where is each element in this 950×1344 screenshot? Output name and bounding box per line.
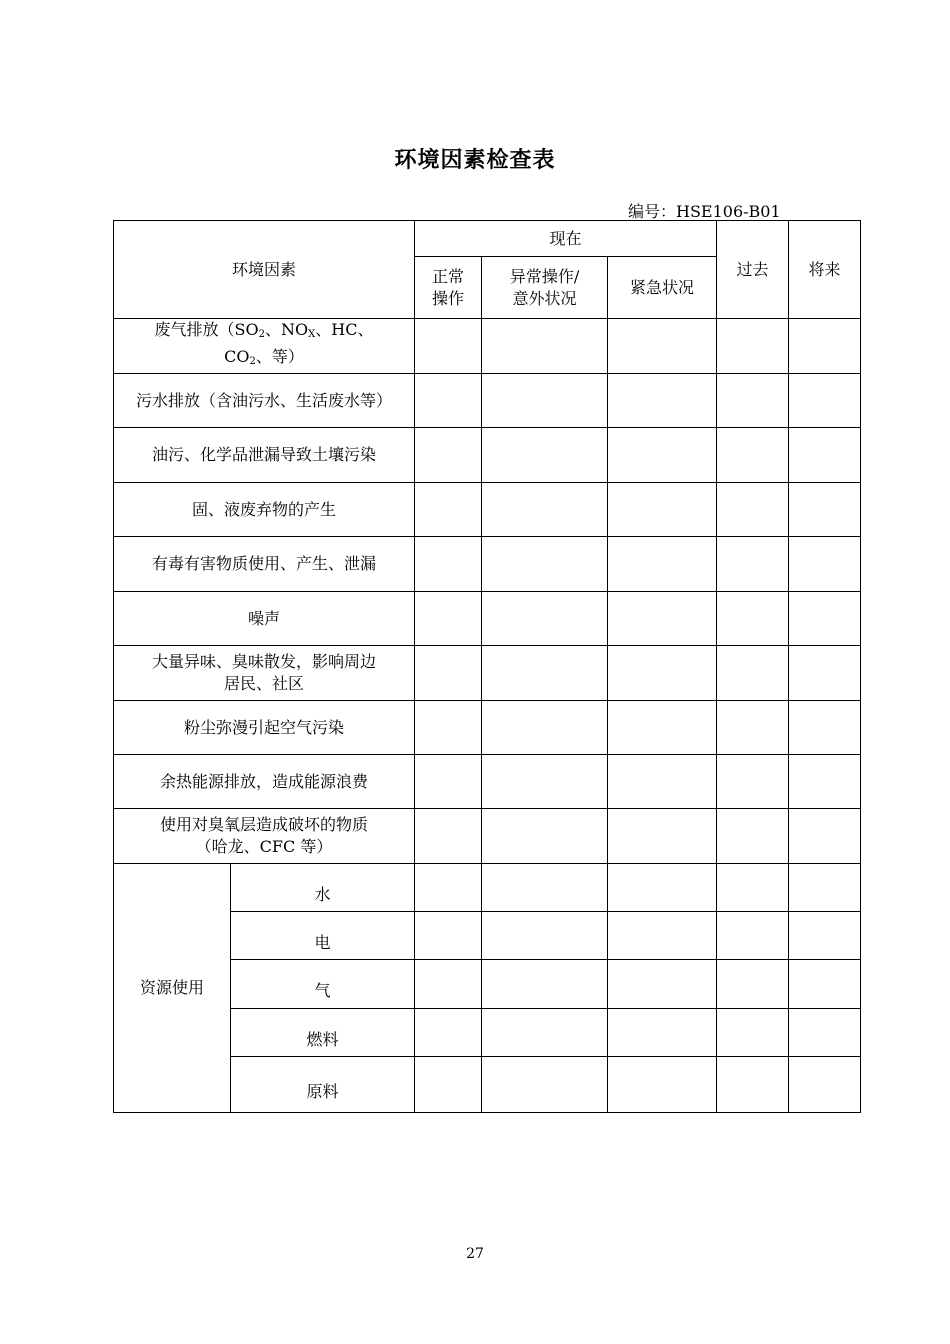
table-row (114, 537, 861, 592)
check-cell[interactable] (608, 592, 717, 646)
header-normal-line1: 正常 (432, 266, 465, 286)
resource-raw-material: 原料 (231, 1057, 415, 1113)
check-cell[interactable] (789, 374, 861, 428)
check-cell[interactable] (717, 701, 789, 755)
check-cell[interactable] (717, 912, 789, 960)
check-cell[interactable] (482, 1009, 608, 1057)
check-cell[interactable] (608, 483, 717, 537)
table-row (114, 592, 861, 646)
factor-noise: 噪声 (114, 592, 415, 646)
check-cell[interactable] (717, 537, 789, 592)
check-cell[interactable] (608, 864, 717, 912)
check-cell[interactable] (482, 912, 608, 960)
table-row (114, 428, 861, 483)
check-cell[interactable] (415, 592, 482, 646)
check-cell[interactable] (482, 1057, 608, 1113)
table-row (114, 755, 861, 809)
page-number: 27 (466, 1246, 484, 1262)
check-cell[interactable] (482, 319, 608, 374)
header-emergency: 紧急状况 (608, 257, 717, 319)
check-cell[interactable] (482, 864, 608, 912)
header-abnormal-line2: 意外状况 (512, 288, 577, 308)
table-row (114, 864, 861, 912)
check-cell[interactable] (789, 864, 861, 912)
check-cell[interactable] (482, 592, 608, 646)
check-cell[interactable] (415, 912, 482, 960)
check-cell[interactable] (415, 646, 482, 701)
check-cell[interactable] (482, 701, 608, 755)
check-cell[interactable] (415, 483, 482, 537)
check-cell[interactable] (717, 1009, 789, 1057)
check-cell[interactable] (717, 960, 789, 1009)
factor-waste: 固、液废弃物的产生 (114, 483, 415, 537)
check-cell[interactable] (789, 537, 861, 592)
factor-toxic-substances: 有毒有害物质使用、产生、泄漏 (114, 537, 415, 592)
check-cell[interactable] (717, 319, 789, 374)
check-cell[interactable] (608, 646, 717, 701)
check-cell[interactable] (415, 755, 482, 809)
check-cell[interactable] (717, 483, 789, 537)
check-cell[interactable] (415, 428, 482, 483)
header-row-1 (114, 221, 861, 257)
table-row (114, 319, 861, 374)
check-cell[interactable] (789, 319, 861, 374)
check-cell[interactable] (482, 537, 608, 592)
header-past: 过去 (717, 221, 789, 319)
check-cell[interactable] (789, 912, 861, 960)
factor-odor: 大量异味、臭味散发，影响周边 居民、社区 (114, 646, 415, 701)
check-cell[interactable] (482, 755, 608, 809)
check-cell[interactable] (482, 483, 608, 537)
table-row (114, 809, 861, 864)
header-normal-operation (415, 257, 482, 319)
header-normal-line2: 操作 (432, 288, 465, 308)
check-cell[interactable] (789, 701, 861, 755)
check-cell[interactable] (608, 755, 717, 809)
document-number: 编号：HSE106-B01 (628, 202, 781, 221)
check-cell[interactable] (608, 1057, 717, 1113)
check-cell[interactable] (608, 428, 717, 483)
check-cell[interactable] (608, 319, 717, 374)
header-future: 将来 (789, 221, 861, 319)
resource-water: 水 (231, 864, 415, 912)
check-cell[interactable] (717, 592, 789, 646)
check-cell[interactable] (717, 428, 789, 483)
check-cell[interactable] (482, 428, 608, 483)
resource-gas: 气 (231, 960, 415, 1009)
factor-soil-pollution: 油污、化学品泄漏导致土壤污染 (114, 428, 415, 483)
check-cell[interactable] (789, 755, 861, 809)
factor-dust: 粉尘弥漫引起空气污染 (114, 701, 415, 755)
document-title: 环境因素检查表 (394, 148, 556, 173)
check-cell[interactable] (608, 537, 717, 592)
header-environmental-factor: 环境因素 (114, 221, 415, 319)
check-cell[interactable] (415, 809, 482, 864)
check-cell[interactable] (482, 374, 608, 428)
check-cell[interactable] (717, 809, 789, 864)
check-cell[interactable] (415, 319, 482, 374)
check-cell[interactable] (789, 809, 861, 864)
check-cell[interactable] (717, 864, 789, 912)
check-cell[interactable] (789, 1057, 861, 1113)
resource-usage-label: 资源使用 (114, 864, 231, 1113)
check-cell[interactable] (717, 374, 789, 428)
check-cell[interactable] (415, 1009, 482, 1057)
check-cell[interactable] (717, 646, 789, 701)
check-cell[interactable] (608, 1009, 717, 1057)
table-row (114, 701, 861, 755)
resource-electricity: 电 (231, 912, 415, 960)
check-cell[interactable] (415, 537, 482, 592)
check-cell[interactable] (789, 1009, 861, 1057)
check-cell[interactable] (482, 960, 608, 1009)
check-cell[interactable] (608, 809, 717, 864)
header-abnormal-operation (482, 257, 608, 319)
factor-waste-heat: 余热能源排放，造成能源浪费 (114, 755, 415, 809)
check-cell[interactable] (415, 374, 482, 428)
resource-fuel: 燃料 (231, 1009, 415, 1057)
check-cell[interactable] (608, 374, 717, 428)
table-row (114, 483, 861, 537)
check-cell[interactable] (789, 483, 861, 537)
factor-exhaust-emission: 废气排放（$SO_2$、$NO_X$、HC、$CO_2$、等） (114, 319, 415, 374)
table-row (114, 374, 861, 428)
check-cell[interactable] (789, 592, 861, 646)
check-cell[interactable] (608, 701, 717, 755)
check-cell[interactable] (415, 701, 482, 755)
check-cell[interactable] (482, 809, 608, 864)
check-cell[interactable] (415, 864, 482, 912)
check-cell[interactable] (789, 646, 861, 701)
check-cell[interactable] (415, 1057, 482, 1113)
environmental-factor-checklist-table (113, 220, 861, 1113)
check-cell[interactable] (608, 912, 717, 960)
header-present: 现在 (415, 221, 717, 257)
check-cell[interactable] (717, 1057, 789, 1113)
check-cell[interactable] (415, 960, 482, 1009)
check-cell[interactable] (789, 960, 861, 1009)
factor-ozone-depleting: 使用对臭氧层造成破坏的物质 （哈龙、CFC 等） (114, 809, 415, 864)
check-cell[interactable] (608, 960, 717, 1009)
header-abnormal-line1: 异常操作/ (509, 266, 580, 286)
check-cell[interactable] (482, 646, 608, 701)
check-cell[interactable] (789, 428, 861, 483)
check-cell[interactable] (717, 755, 789, 809)
table-row (114, 646, 861, 701)
factor-wastewater: 污水排放（含油污水、生活废水等） (114, 374, 415, 428)
